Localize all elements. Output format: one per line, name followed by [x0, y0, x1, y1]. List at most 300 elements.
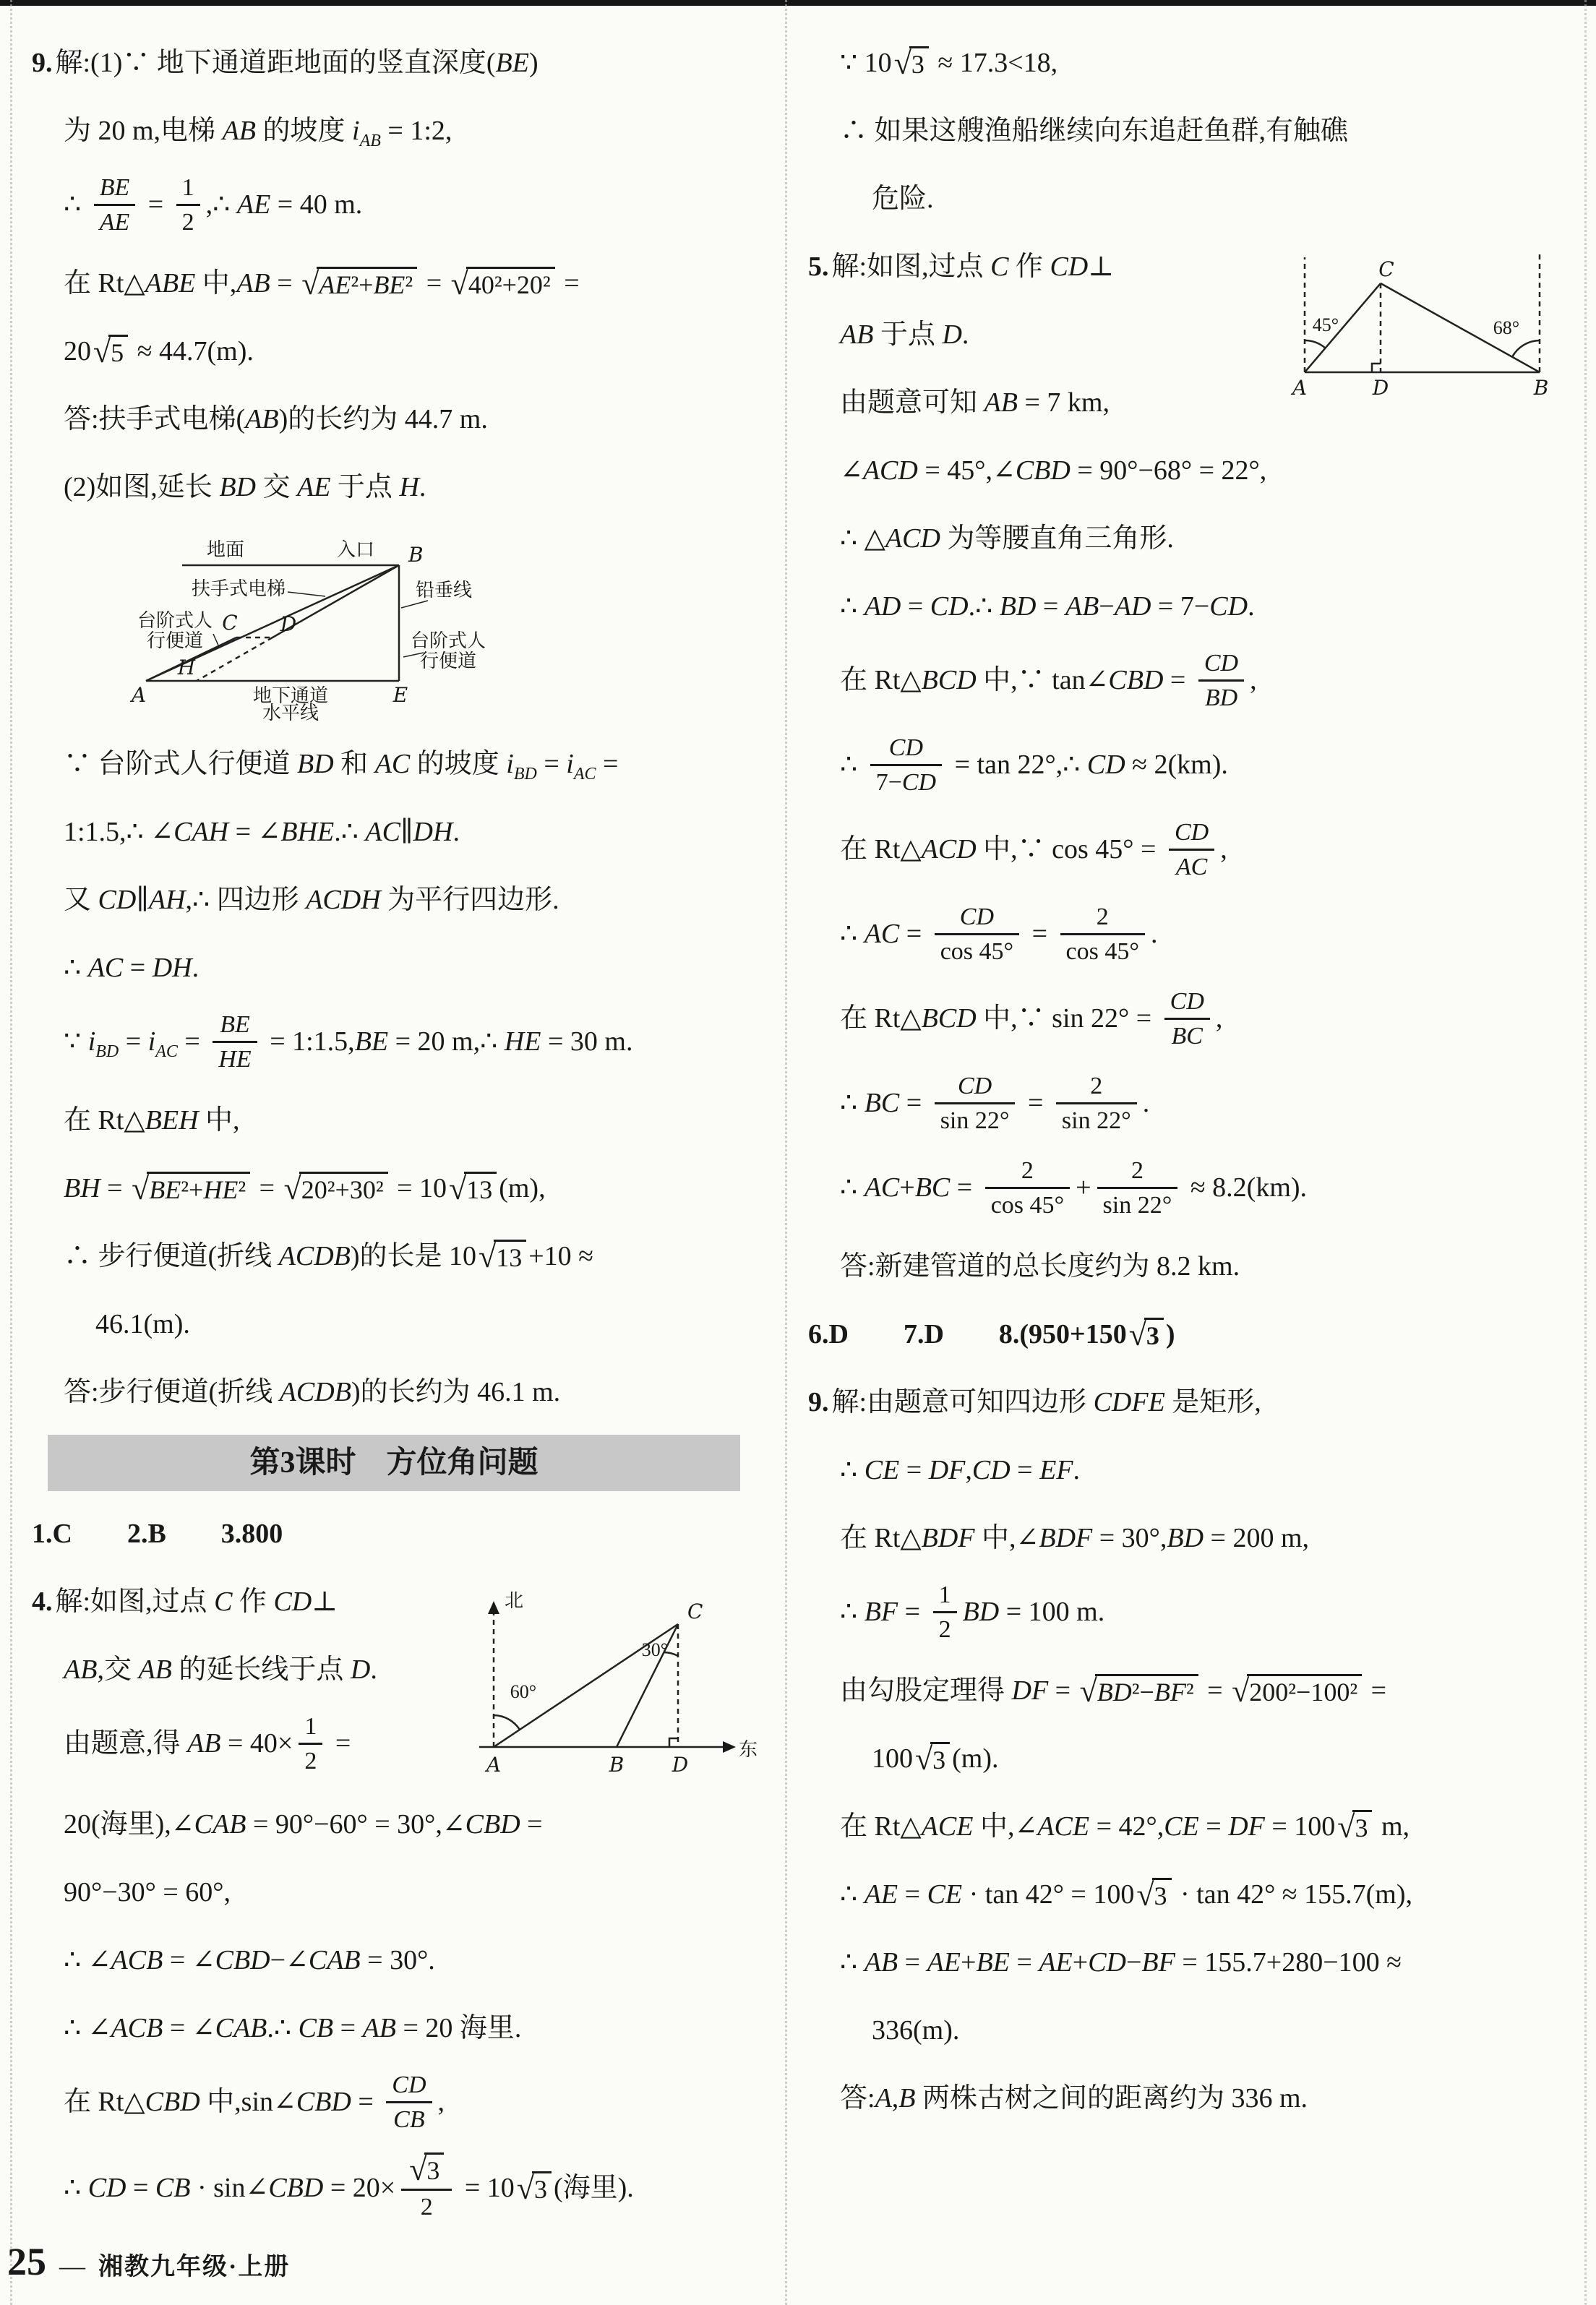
span-rad: √	[1232, 1673, 1250, 1709]
text-line: 答:扶手式电梯(AB)的长约为 44.7 m.	[64, 404, 488, 434]
span-v: CDFE	[1093, 1387, 1165, 1417]
span-sqrt	[132, 1172, 250, 1206]
span-radbody: BE²+HE²	[147, 1172, 250, 1206]
span-v: CD	[392, 2072, 426, 2098]
span-fn: 1	[299, 1710, 322, 1745]
span-v: ACD	[885, 523, 940, 554]
span-sqrt	[93, 335, 128, 369]
text-line: ∴ CE = DF,CD = EF.	[840, 1455, 1081, 1485]
span-fn: 2	[1060, 901, 1145, 935]
span-v: CE	[1164, 1811, 1199, 1842]
span-v: AC	[87, 953, 124, 983]
span-up: Rt	[874, 1523, 901, 1553]
span-v: EF	[1039, 1455, 1073, 1485]
angle-label-68: 68°	[1493, 317, 1520, 338]
span-fd: 7−CD	[875, 769, 937, 796]
figure-pipeline-diagram	[1279, 239, 1569, 412]
plumb-line-label: 铅垂线	[415, 580, 473, 601]
span-v: HE	[504, 1026, 541, 1057]
span-v: ACE	[1037, 1811, 1090, 1842]
span-fd	[1169, 851, 1214, 883]
problem9-solution-part1	[32, 29, 760, 521]
span-rad: √	[1128, 1316, 1146, 1352]
span-v: AH	[148, 885, 186, 915]
span-v: BEH	[145, 1105, 199, 1136]
angle-arc-45	[1305, 340, 1326, 348]
span-v: ABE	[145, 268, 196, 299]
span-v: AC	[374, 749, 411, 779]
text-line: AB,交 AB 的延长线于点 D.	[64, 1654, 377, 1685]
text-line: 由勾股定理得 DF = √ BD²−BF² = √ 200²−100² =	[840, 1673, 1387, 1709]
span-frac	[870, 731, 942, 799]
text-line: 在 Rt△BDF 中,∠BDF = 30°,BD = 200 m,	[840, 1523, 1310, 1553]
span-v: CBD	[296, 2087, 351, 2118]
span-v: D	[942, 319, 962, 350]
text-line: ∴ $\frac{CD}{7-CD}$ = tan 22°,∴ CD ≈ 2(km).	[808, 725, 1569, 810]
point-label-A: A	[486, 1753, 502, 1777]
span-v: AB	[138, 1654, 172, 1685]
plumb-label-leader	[401, 601, 428, 608]
span-fn: 2	[1056, 1070, 1137, 1104]
text-line: 在 Rt△ACD 中,∵ cos 45° = $\frac{CD}{AC}$ ,	[808, 810, 1569, 894]
page-columns	[32, 29, 1569, 2234]
text-line: ∴ 如果这艘渔船继续向东追赶鱼群,有触礁	[840, 116, 1349, 146]
angle-label-30: 30°	[641, 1639, 669, 1660]
text-line: 20 √ 5 ≈ 44.7(m).	[64, 333, 254, 369]
span-v: CD	[98, 885, 137, 915]
span-v: i	[147, 1026, 156, 1057]
span-v: AE	[864, 1879, 898, 1910]
span-v: AE	[99, 209, 130, 236]
span-v: AE	[236, 189, 271, 220]
span-frac	[386, 2069, 432, 2136]
text-line: 危险.	[872, 184, 934, 214]
span-v: ACDB	[279, 1377, 351, 1407]
span-v: BD	[513, 765, 537, 784]
span-v: AB	[840, 319, 874, 350]
span-v: BDF	[1039, 1523, 1093, 1553]
span-rad: √	[1136, 1876, 1154, 1913]
span-fn	[870, 731, 942, 766]
span-rad: √	[132, 1170, 150, 1206]
span-sqrt	[451, 267, 555, 301]
problem4-conclusion-lines	[808, 29, 1569, 233]
span-sqrt	[1129, 1318, 1164, 1352]
problem5-and-problem9-lines	[808, 437, 1569, 2132]
span-v: CD	[1088, 1947, 1126, 1978]
book-title: 湘教九年级·上册	[98, 2254, 291, 2280]
span-up: Rt	[874, 1003, 901, 1034]
span-frac	[1060, 901, 1145, 968]
angle-label-45: 45°	[1312, 314, 1339, 335]
span-v: AD	[1114, 591, 1151, 622]
span-rad: √	[915, 1740, 933, 1777]
span-v: AC	[155, 1042, 178, 1062]
span-v: ACE	[921, 1811, 974, 1842]
span-v: BD	[962, 1597, 1000, 1628]
span-v: BD	[297, 749, 334, 779]
right-angle-mark-D	[1372, 364, 1381, 372]
text-line: 由题意可知 AB = 7 km,	[840, 387, 1110, 418]
span-radbody: 3	[1152, 1878, 1172, 1912]
span-fn	[213, 1008, 257, 1043]
text-line: ∵ 10 √ 3 ≈ 17.3<18,	[840, 45, 1058, 81]
span-v: CE	[864, 1455, 900, 1485]
span-radbody: AE²+BE²	[317, 267, 417, 301]
span-v: CD	[1209, 591, 1248, 622]
text-line: 在 Rt△ACE 中,∠ACE = 42°,CE = DF = 100 √ 3 m,	[840, 1808, 1410, 1845]
span-v: CAB	[194, 1809, 246, 1840]
span-frac	[933, 1579, 957, 1646]
span-v: AB	[1065, 591, 1099, 622]
span-fn	[935, 1070, 1016, 1104]
text-line: ∴ AC = $\frac{CD}{\cos 45^\circ}$ = $\frac{2}{\cos 45^\circ}$ .	[808, 894, 1569, 979]
page-top-rule	[0, 0, 1596, 6]
span-v: BH	[64, 1173, 100, 1203]
point-label-C: C	[1378, 257, 1394, 281]
span-v: BD	[1167, 1523, 1204, 1553]
sub	[360, 132, 381, 150]
span-sqrt	[449, 1172, 497, 1206]
span-fn	[1169, 816, 1214, 851]
problem-number: 5.	[808, 252, 829, 282]
span-v: CD	[971, 1455, 1011, 1485]
text-line: ∴ ∠ACB = ∠CAB.∴ CB = AB = 20 海里.	[64, 2013, 522, 2043]
text-line: 在 Rt△BCD 中,∵ sin 22° = $\frac{CD}{BC}$ ,	[808, 979, 1569, 1063]
text-line: ∴ $\frac{BE}{AE}$ = $\frac{1}{2}$ ,∴ AE = 40 m.	[32, 165, 760, 249]
text-line: ∴ BC = $\frac{CD}{\sin 22^\circ}$ = $\frac{2}{\sin 22^\circ}$ .	[808, 1063, 1569, 1148]
span-v: CD	[1174, 819, 1209, 846]
text-line: ∴ AD = CD.∴ BD = AB−AD = 7−CD.	[840, 591, 1255, 622]
left-walkway-label-leader	[213, 634, 219, 647]
span-sqrt	[517, 2171, 552, 2205]
text-line: 9. 解:由题意可知四边形 CDFE 是矩形,	[808, 1387, 1261, 1417]
span-v: CD	[273, 1587, 312, 1617]
span-v: AB	[236, 268, 270, 299]
span-fd	[1164, 1020, 1210, 1052]
text-line: 100 √ 3 (m).	[872, 1740, 999, 1777]
text-line: ∴ 步行便道(折线 ACDB)的长是 10 √ 13 +10 ≈	[64, 1238, 593, 1274]
figure-bearing-diagram	[468, 1574, 760, 1790]
span-fd: 2	[938, 1616, 951, 1643]
span-v: BF	[1154, 1677, 1186, 1707]
span-v: AC	[365, 817, 400, 847]
span-fn	[1164, 985, 1210, 1020]
span-v: CD	[888, 734, 924, 761]
text-line: ∴ BF = $\frac{1}{2}$ BD = 100 m.	[808, 1572, 1569, 1657]
span-v: DH	[152, 953, 192, 983]
span-fd: cos 45°	[1065, 938, 1139, 965]
span-frac	[985, 1154, 1070, 1222]
span-v: AC	[864, 919, 900, 950]
escalator-label: 扶手式电梯	[191, 578, 286, 599]
span-v: ACD	[862, 455, 918, 486]
span-v: B	[898, 2083, 916, 2113]
span-v: BD	[999, 591, 1037, 622]
span-up: Rt	[874, 1811, 901, 1842]
angle-label-60: 60°	[510, 1681, 537, 1702]
span-sqrt	[284, 1172, 388, 1206]
span-v: BD	[1097, 1677, 1132, 1707]
span-v: AB	[359, 132, 381, 150]
span-v: BD	[219, 472, 256, 502]
span-v: CBD	[1015, 455, 1071, 486]
span-rad: √	[93, 333, 111, 369]
span-v: AB	[245, 404, 279, 434]
span-v: BC	[864, 1088, 900, 1119]
span-rad: √	[479, 1238, 497, 1274]
span-v: CD	[1170, 988, 1204, 1015]
text-line: 在 Rt△BEH 中,	[64, 1105, 240, 1136]
span-v: CBD	[145, 2087, 200, 2118]
span-v: CB	[155, 2173, 191, 2204]
span-rad: √	[449, 1170, 467, 1206]
text-line: 4. 解:如图,过点 C 作 CD⊥	[32, 1587, 338, 1617]
span-v: AE	[319, 270, 351, 299]
span-rad: √	[516, 2170, 534, 2206]
span-sqrt	[1337, 1810, 1372, 1844]
sub	[574, 765, 596, 784]
span-fd: sin 22°	[1102, 1192, 1172, 1219]
text-line: 在 Rt△BCD 中,∵ tan∠CBD = $\frac{CD}{BD}$ ,	[808, 640, 1569, 725]
span-radbody: 200²−100²	[1247, 1674, 1362, 1708]
escalator-label-leader	[288, 592, 325, 596]
span-v: AB	[984, 387, 1018, 418]
span-frac	[1097, 1154, 1178, 1222]
span-v: ACDB	[278, 1241, 351, 1271]
span-v: AE	[296, 472, 331, 502]
span-sqrt	[479, 1240, 526, 1274]
span-frac	[1198, 647, 1244, 714]
span-fn: 1	[176, 171, 200, 206]
text-line: ∴ AC+BC = $\frac{2}{\cos 45^\circ}$ + $\frac{2}{\sin 22^\circ}$ ≈ 8.2(km).	[808, 1148, 1569, 1232]
span-v: BHE	[280, 817, 335, 847]
page-footer	[7, 2239, 290, 2284]
span-fd: 2	[304, 1748, 317, 1774]
figure1-wrapper	[117, 525, 760, 726]
footer-separator: —	[59, 2252, 85, 2280]
entrance-label: 入口	[336, 539, 375, 560]
text-line: 5. 解:如图,过点 C 作 CD⊥	[808, 252, 1114, 282]
column-left	[32, 29, 760, 2234]
east-label: 东	[739, 1739, 758, 1760]
span-fn: 2	[985, 1154, 1070, 1189]
span-v: i	[506, 749, 514, 779]
text-line: 为 20 m,电梯 AB 的坡度 $i_{AB}$ = 1:2,	[64, 116, 452, 150]
span-rad: √	[1337, 1808, 1355, 1845]
span-v: DF	[1228, 1811, 1265, 1842]
span-v: CBD	[1108, 665, 1164, 696]
span-frac	[935, 1070, 1016, 1137]
span-radbody: 3	[1144, 1318, 1164, 1352]
point-label-D: D	[280, 612, 297, 636]
span-v: ACB	[111, 1945, 163, 1975]
span-up: Rt	[874, 834, 901, 865]
text-line: 336(m).	[872, 2015, 960, 2046]
left-walkway-label-2: 行便道	[146, 630, 204, 651]
point-label-B: B	[408, 543, 424, 567]
span-sqrt	[1232, 1674, 1362, 1708]
problem-number: 9.	[808, 1387, 829, 1417]
answers-line-group	[32, 1500, 760, 1568]
span-radbody: 13	[494, 1240, 526, 1274]
span-v: BE	[495, 48, 529, 78]
span-up: Rt	[98, 1105, 124, 1136]
left-cut-guide	[10, 0, 12, 2305]
span-frac	[401, 2153, 452, 2223]
span-radbody: 3	[1352, 1810, 1372, 1844]
span-v: ACD	[921, 834, 977, 865]
span-radbody: 3	[909, 46, 929, 80]
text-line: 答:A,B 两株古树之间的距离约为 336 m.	[840, 2083, 1308, 2113]
right-angle-mark-D	[669, 1738, 678, 1747]
span-up: Rt	[98, 2087, 124, 2118]
span-fn	[935, 901, 1019, 935]
span-v: BF	[864, 1597, 898, 1628]
span-frac	[935, 901, 1019, 968]
span-v: AC	[864, 1172, 900, 1203]
span-v: CB	[298, 2013, 334, 2043]
span-radbody: 5	[108, 335, 128, 369]
right-cut-guide	[1584, 0, 1587, 2305]
span-v: BCD	[921, 1003, 977, 1034]
text-line: ∵ 台阶式人行便道 BD 和 AC 的坡度 $i_{BD} = i_{AC}$ =	[64, 749, 619, 784]
right-walkway-label-2: 行便道	[419, 651, 477, 671]
span-v: CD	[930, 591, 969, 622]
span-v: BE	[99, 174, 130, 201]
span-fd: sin 22°	[940, 1107, 1010, 1134]
text-line: ∠ACD = 45°,∠CBD = 90°−68° = 22°,	[840, 455, 1267, 486]
span-rad: √	[409, 2151, 427, 2187]
span-v: ACDH	[306, 885, 381, 915]
north-label: 北	[505, 1590, 524, 1611]
span-fd: 2	[420, 2193, 433, 2220]
problem4-solution-continued	[32, 1790, 760, 2234]
text-line: ∴ CD = CB · sin∠CBD = 20× √ 3 2 = 10 √ 3 (海里).	[32, 2147, 760, 2234]
point-label-E: E	[392, 683, 408, 707]
span-v: HE	[203, 1175, 239, 1204]
problem9-solution-part2	[32, 730, 760, 1426]
east-arrowhead	[723, 1741, 736, 1753]
span-v: D	[350, 1654, 371, 1685]
text-line: 9. 解:(1)∵ 地下通道距地面的竖直深度(BE)	[32, 48, 539, 78]
span-frac	[1169, 816, 1214, 883]
span-fd	[386, 2103, 432, 2136]
problem5-solution-lines	[808, 233, 1279, 437]
span-radbody: 3	[930, 1742, 950, 1776]
span-sqrt	[915, 1742, 950, 1776]
span-v: CE	[927, 1879, 963, 1910]
span-v: BE	[220, 1011, 250, 1038]
text-line: 答:步行便道(折线 ACDB)的长约为 46.1 m.	[64, 1377, 561, 1407]
text-line: 1.C 2.B 3.800	[32, 1519, 283, 1549]
span-frac	[213, 1008, 257, 1076]
point-label-H: H	[177, 656, 196, 679]
span-v: CAB	[308, 1945, 361, 1975]
span-v: AB	[187, 1728, 221, 1759]
span-v: CBD	[268, 2173, 324, 2204]
span-v: CB	[393, 2106, 425, 2133]
span-v: AB	[864, 1947, 898, 1978]
span-rad: √	[893, 45, 911, 81]
angle-arc-68	[1512, 340, 1540, 357]
span-v: CBD	[465, 1809, 520, 1840]
span-v: BE	[373, 270, 406, 299]
angle-arc-60	[494, 1715, 520, 1730]
span-rad: √	[283, 1170, 301, 1206]
point-label-C: C	[222, 611, 238, 635]
north-arrowhead	[488, 1601, 499, 1614]
horizontal-line-label: 水平线	[262, 703, 319, 722]
span-frac	[1056, 1070, 1137, 1137]
span-v: BC	[914, 1172, 951, 1203]
text-line: AB 于点 D.	[840, 319, 969, 350]
span-v: BE	[976, 1947, 1010, 1978]
span-up: Rt	[98, 268, 124, 299]
span-fn: 1	[933, 1579, 957, 1613]
span-fd: cos 45°	[990, 1192, 1065, 1219]
span-v: BDF	[921, 1523, 975, 1553]
problem-number: 4.	[32, 1587, 53, 1617]
span-v: A	[875, 2083, 892, 2113]
point-label-C: C	[687, 1600, 703, 1623]
span-rad: √	[301, 265, 319, 301]
text-line: 又 CD∥AH,∴ 四边形 ACDH 为平行四边形.	[64, 885, 559, 915]
span-fn	[401, 2153, 452, 2191]
problem4-solution-block	[32, 1568, 760, 1790]
figure-escalator-diagram	[117, 525, 493, 722]
left-walkway-label-1: 台阶式人	[137, 610, 213, 631]
text-line: 20(海里),∠CAB = 90°−60° = 30°,∠CBD =	[64, 1809, 543, 1840]
span-v: H	[399, 472, 419, 502]
span-fn: 2	[1097, 1154, 1178, 1189]
span-fd	[213, 1043, 257, 1076]
sub	[514, 765, 537, 784]
span-sqrt	[301, 267, 417, 301]
span-v: BE	[149, 1175, 181, 1204]
text-line: ∴ AC = DH.	[64, 953, 200, 983]
span-v: AE	[927, 1947, 961, 1978]
span-radbody: 13	[464, 1172, 497, 1206]
span-v: i	[566, 749, 574, 779]
span-v: AC	[1175, 854, 1208, 880]
span-v: DF	[1011, 1675, 1049, 1706]
span-radbody: 3	[424, 2152, 444, 2186]
column-right	[808, 29, 1569, 2234]
text-line: 在 Rt△CBD 中,sin∠CBD = $\frac{CD}{CB}$ ,	[32, 2062, 760, 2147]
text-line: 90°−30° = 60°,	[64, 1877, 231, 1907]
span-v: BF	[1141, 1947, 1175, 1978]
span-v: BE	[354, 1026, 389, 1057]
span-v: HE	[218, 1046, 252, 1073]
span-v: AB	[362, 2013, 396, 2043]
span-sqrt	[1080, 1674, 1198, 1708]
span-fd: cos 45°	[940, 938, 1014, 965]
extension-line-DH	[197, 638, 273, 681]
ground-label: 地面	[206, 539, 245, 560]
section-header-title: 第3课时 方位角问题	[249, 1446, 539, 1480]
text-line: ∵ $i_{BD} = i_{AC}$ = $\frac{BE}{HE}$ = 1:1.5,BE = 20 m,∴ HE = 30 m.	[32, 1002, 760, 1086]
right-walkway-label-1: 台阶式人	[410, 630, 486, 651]
span-radbody: BD²−BF²	[1095, 1674, 1198, 1708]
span-v: AC	[573, 765, 596, 784]
span-v: BD	[1204, 684, 1238, 711]
span-v: BD	[95, 1042, 119, 1062]
text-line: ∴ AE = CE · tan 42° = 100 √ 3 · tan 42° ≈ 155.7(m),	[840, 1876, 1412, 1913]
span-radbody: 3	[532, 2171, 552, 2205]
page-number: 25	[7, 2240, 46, 2283]
span-fd: 2	[181, 209, 194, 236]
